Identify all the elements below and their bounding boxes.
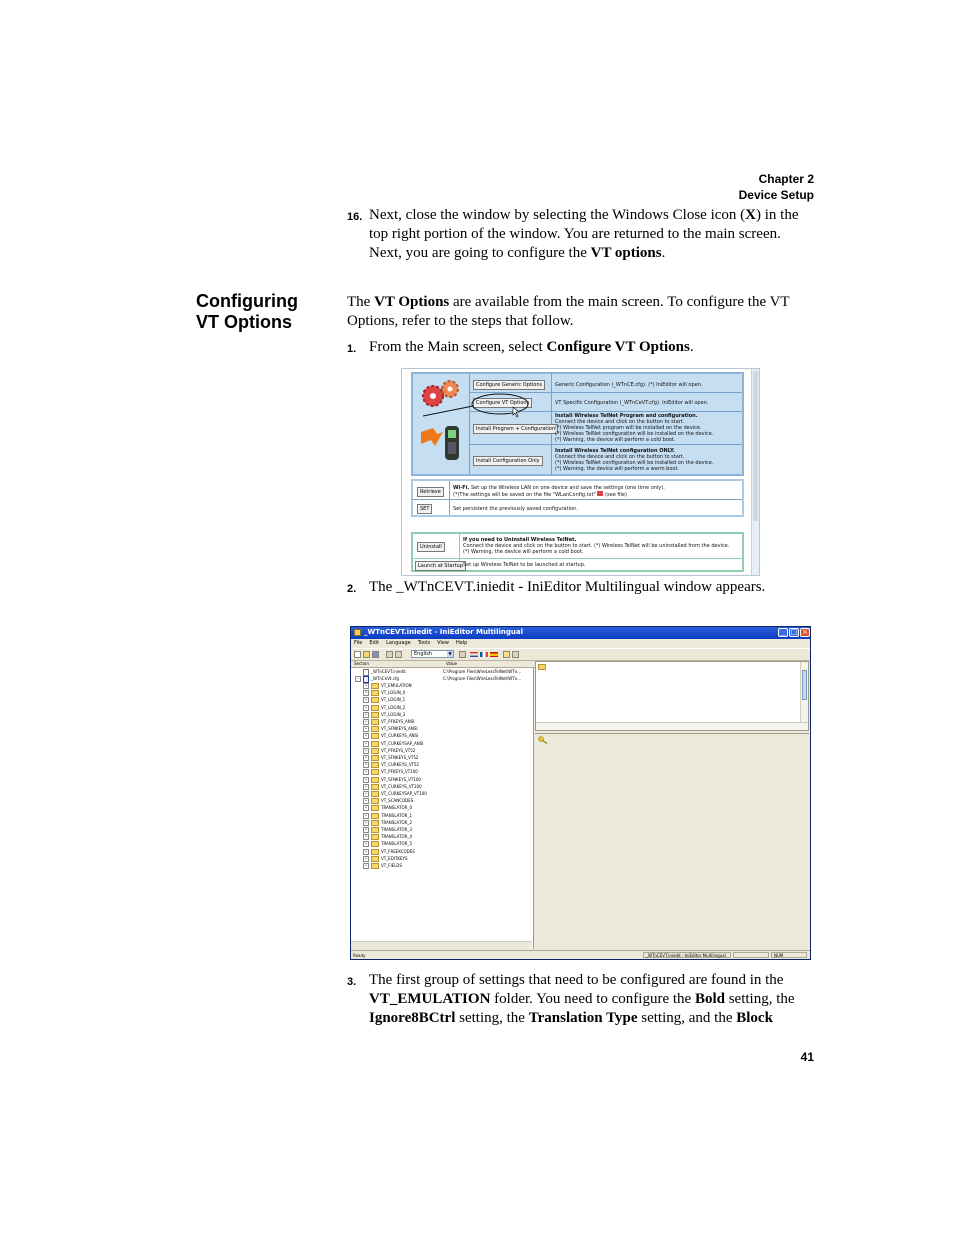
folder-icon bbox=[371, 805, 379, 811]
menu-view[interactable]: View bbox=[437, 640, 449, 646]
expand-icon[interactable]: + bbox=[364, 697, 368, 702]
root2-value: C:\Program Files\WireLessTelNet\WTn... bbox=[443, 676, 521, 681]
folder-label: VT_LOGIN_0 bbox=[381, 690, 406, 696]
folder-label: VT_SFNKEYS_ANSI bbox=[381, 726, 418, 732]
status-empty bbox=[733, 952, 769, 958]
folder-label: TRANSLATOR_1 bbox=[381, 812, 412, 818]
main-screen-screenshot bbox=[401, 368, 760, 576]
folder-label: VT_CURKEYSAP_ANSI bbox=[381, 740, 424, 746]
paste-icon[interactable] bbox=[395, 651, 402, 658]
menu-file[interactable]: File bbox=[354, 640, 363, 646]
page-number: 41 bbox=[800, 1050, 814, 1064]
value-list-pane bbox=[535, 661, 809, 731]
tree-folder-item[interactable] bbox=[363, 768, 418, 775]
save-icon[interactable] bbox=[372, 651, 379, 658]
folder-icon bbox=[538, 664, 546, 670]
running-header bbox=[739, 171, 814, 203]
expand-icon[interactable]: + bbox=[364, 805, 368, 810]
tree-folder-item[interactable] bbox=[363, 783, 422, 790]
folder-label: VT_EDITKEYS bbox=[381, 855, 408, 861]
new-icon[interactable] bbox=[354, 651, 361, 658]
folder-label: TRANSLATOR_3 bbox=[381, 827, 412, 832]
tree-folder-item[interactable] bbox=[363, 682, 412, 689]
tree-folder-item[interactable] bbox=[363, 848, 415, 855]
folder-icon bbox=[371, 834, 379, 840]
key-icon bbox=[538, 736, 548, 744]
tree-folder-item[interactable] bbox=[363, 776, 421, 783]
vt-description: VT Specific Configuration (_WTnCeVT.cfg). IniEditor will open. bbox=[555, 400, 709, 406]
folder-label: TRANSLATOR_5 bbox=[381, 841, 412, 847]
status-num: NUM bbox=[771, 952, 807, 958]
folder-icon bbox=[371, 820, 379, 826]
expand-icon[interactable]: + bbox=[364, 783, 368, 788]
tree-folder-item[interactable] bbox=[363, 689, 405, 696]
set-description: Set persistent the previously saved configuration. bbox=[453, 506, 578, 512]
flag-french-icon[interactable] bbox=[480, 652, 488, 657]
root1-value: C:\Program Files\WireLessTelNet\WTn... bbox=[443, 669, 521, 674]
expand-icon[interactable]: + bbox=[364, 755, 368, 759]
folder-icon bbox=[371, 769, 379, 775]
expand-icon[interactable]: + bbox=[364, 848, 368, 853]
tree-folder-item[interactable] bbox=[363, 747, 415, 754]
inieditor-window-screenshot bbox=[350, 626, 811, 960]
context-help-icon[interactable] bbox=[512, 651, 519, 658]
step-number: 1. bbox=[347, 343, 357, 355]
tree-folder-item[interactable] bbox=[363, 855, 408, 862]
folder-icon bbox=[371, 813, 379, 819]
tree-folder-item[interactable] bbox=[363, 696, 405, 703]
expand-icon[interactable]: + bbox=[364, 733, 368, 738]
close-icon[interactable]: × bbox=[800, 628, 810, 637]
open-icon[interactable] bbox=[363, 651, 370, 658]
tree-folder-item[interactable] bbox=[363, 826, 412, 833]
expand-icon[interactable]: + bbox=[364, 855, 368, 860]
tree-folder-item[interactable] bbox=[363, 840, 412, 847]
folder-icon bbox=[371, 762, 379, 768]
wifi-description: Wi-Fi. Set up the Wireless LAN on one device and save the settings (one time only). (*)The settings will be saved on the file "WLanConfig.txt" (see file) bbox=[453, 485, 665, 498]
tree-folder-item[interactable] bbox=[363, 725, 418, 732]
tree-folder-item[interactable] bbox=[363, 754, 418, 761]
tree-folder-item[interactable] bbox=[363, 740, 423, 747]
folder-label: VT_LOGIN_3 bbox=[381, 711, 406, 717]
folder-icon bbox=[371, 719, 379, 725]
flag-spanish-icon[interactable] bbox=[490, 652, 498, 657]
folder-label: VT_SFNKEYS_VT52 bbox=[381, 755, 419, 760]
copy-icon[interactable] bbox=[386, 651, 393, 658]
tree-folder-item[interactable] bbox=[363, 804, 412, 811]
maximize-icon[interactable]: □ bbox=[790, 628, 798, 636]
folder-icon bbox=[371, 791, 379, 797]
menu-tools[interactable]: Tools bbox=[417, 640, 431, 646]
section-column-header[interactable]: Section bbox=[351, 661, 445, 668]
language-select[interactable]: English ▼ bbox=[411, 650, 454, 658]
section-heading: Configuring VT Options bbox=[196, 291, 298, 332]
scrollbar[interactable] bbox=[751, 369, 759, 575]
expand-icon[interactable]: + bbox=[364, 834, 368, 839]
folder-icon bbox=[371, 856, 379, 862]
expand-icon[interactable]: + bbox=[364, 812, 368, 817]
expand-icon[interactable]: + bbox=[364, 798, 368, 803]
folder-label: TRANSLATOR_4 bbox=[381, 834, 412, 840]
folder-icon bbox=[371, 798, 379, 804]
folder-icon bbox=[371, 690, 379, 696]
folder-icon bbox=[371, 726, 379, 732]
menu-language[interactable]: Language bbox=[386, 640, 411, 646]
window-title: _WTnCEVT.iniedit - IniEditor Multilingual bbox=[364, 628, 523, 636]
generic-description: Generic Configuration (_WTnCE.cfg). (*) IniEditor will open. bbox=[555, 382, 703, 388]
folder-label: VT_CURKEYS_VT100 bbox=[381, 783, 422, 789]
folder-icon bbox=[371, 741, 379, 747]
folder-label: VT_LOGIN_1 bbox=[381, 697, 406, 703]
step-3-text: The first group of settings that need to be configured are found in the VT_EMULATION folder. You need to configure the Bold setting, the Ignore8BCtrl setting, the Translation Type setting, and the Block bbox=[369, 972, 795, 1026]
pointer-arrow-annotation bbox=[413, 392, 543, 422]
folder-icon bbox=[371, 712, 379, 718]
tree-folder-item[interactable] bbox=[363, 862, 402, 869]
tree-item-root2[interactable]: − _WTnCeVt.cfg bbox=[356, 676, 399, 681]
uninstall-panel bbox=[411, 532, 744, 572]
menu-bar bbox=[351, 639, 810, 648]
expand-icon[interactable]: + bbox=[364, 726, 368, 731]
install-description: Install Wireless TelNet Program and configuration. Connect the device and click on the button to start. (*) Wireless TelNet program will be installed on the device. (*) Wireless TelNet configuration will be installed on the device. (*) Warning, the device will perform a cold boot. bbox=[555, 413, 714, 443]
launch-at-startup-button[interactable]: Launch at Startup bbox=[415, 561, 466, 571]
expand-icon[interactable]: + bbox=[364, 690, 368, 695]
tree-folder-item[interactable] bbox=[363, 732, 418, 739]
folder-label: VT_LOGIN_2 bbox=[381, 704, 406, 710]
folder-icon bbox=[371, 697, 379, 703]
step-number: 16. bbox=[347, 211, 363, 223]
folder-label: VT_FREEKCODES bbox=[381, 848, 415, 854]
folder-label: VT_SCANCODES bbox=[381, 798, 414, 804]
install-config-description: Install Wireless TelNet configuration ONLY. Connect the device and click on the button to start. (*) Wireless TelNet configuration will be installed on the device. (*) Warning, the device will perform a warm boot. bbox=[555, 448, 714, 472]
folder-label: TRANSLATOR_2 bbox=[381, 819, 412, 825]
value-column-header[interactable]: Value bbox=[443, 661, 536, 668]
tree-folder-item[interactable] bbox=[363, 790, 427, 797]
sort-icon[interactable] bbox=[459, 651, 466, 658]
tree-folder-item[interactable] bbox=[363, 711, 405, 718]
step-16-text: Next, close the window by selecting the Windows Close icon (X) in the top right portion of the window. You are returned to the main screen. Next, you are going to configure the VT options. bbox=[369, 207, 799, 261]
minimize-icon[interactable]: _ bbox=[778, 628, 788, 637]
help-icon[interactable] bbox=[503, 651, 510, 658]
expand-icon[interactable]: + bbox=[364, 740, 368, 745]
folder-label: VT_PFKEYS_ANSI bbox=[381, 719, 415, 724]
folder-label: VT_CURKEYS_ANSI bbox=[381, 733, 419, 739]
folder-icon bbox=[371, 733, 379, 739]
status-title: _WTnCEVT.iniedit - IniEditor Multilingual bbox=[643, 952, 731, 958]
expand-icon[interactable]: + bbox=[364, 769, 368, 774]
folder-icon bbox=[371, 784, 379, 790]
expand-icon[interactable]: + bbox=[364, 704, 368, 709]
folder-label: VT_FIELDS bbox=[381, 863, 403, 868]
chapter-title: Device Setup bbox=[738, 188, 814, 202]
retrieve-button[interactable]: Retrieve bbox=[417, 487, 444, 497]
step-number: 3. bbox=[347, 976, 357, 988]
tree-folder-item[interactable] bbox=[363, 761, 419, 768]
section-tree-pane bbox=[351, 661, 534, 949]
folder-icon bbox=[371, 863, 379, 869]
expand-icon[interactable]: + bbox=[364, 719, 368, 723]
value-editor-pane bbox=[535, 733, 809, 950]
folder-icon bbox=[371, 755, 379, 761]
launch-description: Set up Wireless TelNet to be launched at startup. bbox=[463, 562, 586, 568]
expand-icon[interactable]: + bbox=[364, 863, 368, 867]
chapter-label: Chapter 2 bbox=[758, 172, 814, 186]
expand-icon[interactable]: + bbox=[364, 791, 368, 795]
folder-label: VT_PFKEYS_VT52 bbox=[381, 747, 416, 753]
expand-icon[interactable]: + bbox=[364, 711, 368, 716]
vertical-scrollbar[interactable] bbox=[800, 662, 808, 724]
folder-label: VT_PFKEYS_VT100 bbox=[381, 769, 418, 775]
expand-icon[interactable]: + bbox=[364, 819, 368, 824]
expand-icon[interactable]: + bbox=[364, 683, 368, 687]
install-program-button[interactable]: Install Program + Configuration bbox=[473, 424, 558, 434]
expand-icon[interactable]: + bbox=[364, 776, 368, 781]
title-bar bbox=[351, 627, 810, 639]
folder-label: VT_SFNKEYS_VT100 bbox=[381, 776, 421, 782]
folder-icon bbox=[371, 849, 379, 855]
folder-label: VT_CURKEYS_VT52 bbox=[381, 762, 420, 768]
step-1-text: From the Main screen, select Configure VT Options. bbox=[369, 339, 694, 355]
tree-folder-item[interactable] bbox=[363, 819, 412, 826]
tree-folder-item[interactable] bbox=[363, 833, 412, 840]
tree-item-root1[interactable]: _WTnCEVT.iniedit bbox=[363, 668, 406, 675]
app-icon bbox=[354, 629, 361, 636]
folder-icon bbox=[371, 683, 379, 689]
menu-edit[interactable]: Edit bbox=[369, 640, 380, 646]
config-panel bbox=[411, 372, 744, 476]
uninstall-description: If you need to Uninstall Wireless TelNet. Connect the device and click on the button to start. (*) Wireless TelNet will be uninstalled from the device. (*) Warning, the device will perform a cold boot. bbox=[463, 537, 730, 555]
folder-label: TRANSLATOR_0 bbox=[381, 805, 412, 811]
expand-icon[interactable]: + bbox=[364, 747, 368, 752]
horizontal-scrollbar[interactable] bbox=[351, 941, 532, 949]
status-ready: Ready bbox=[353, 953, 366, 958]
handheld-device-icon bbox=[419, 420, 469, 464]
step-2-text: The _WTnCEVT.iniedit - IniEditor Multilingual window appears. bbox=[369, 579, 766, 595]
configure-vt-options-button[interactable]: Configure VT Options bbox=[473, 398, 532, 408]
expand-icon[interactable]: + bbox=[364, 762, 368, 767]
install-configuration-button[interactable]: Install Configuration Only bbox=[473, 456, 543, 466]
folder-icon bbox=[371, 705, 379, 711]
expand-icon[interactable]: + bbox=[364, 841, 368, 846]
uninstall-button[interactable]: Uninstall bbox=[417, 542, 445, 552]
folder-icon bbox=[371, 827, 379, 833]
folder-label: VT_EMULATION bbox=[381, 683, 412, 688]
tree-folder-item[interactable] bbox=[363, 718, 414, 725]
set-button[interactable]: SET bbox=[417, 504, 432, 514]
horizontal-scrollbar[interactable] bbox=[536, 722, 808, 730]
tree-folder-item[interactable] bbox=[363, 797, 413, 804]
folder-icon bbox=[371, 748, 379, 754]
tree-folder-item[interactable] bbox=[363, 704, 405, 711]
toolbar bbox=[351, 648, 810, 661]
folder-icon bbox=[371, 841, 379, 847]
intro-paragraph: The VT Options are available from the main screen. To configure the VT Options, refer to the steps that follow. bbox=[347, 294, 790, 329]
tree-folder-item[interactable] bbox=[363, 812, 412, 819]
wifi-panel bbox=[411, 479, 744, 517]
status-bar bbox=[351, 950, 810, 960]
file-icon bbox=[597, 491, 603, 496]
folder-label: VT_CURKEYSAP_VT100 bbox=[381, 791, 427, 796]
step-number: 2. bbox=[347, 583, 357, 595]
menu-help[interactable]: Help bbox=[455, 640, 468, 646]
flag-english-icon[interactable] bbox=[470, 652, 478, 657]
expand-icon[interactable]: + bbox=[364, 827, 368, 831]
folder-icon bbox=[371, 777, 379, 783]
configure-generic-options-button[interactable]: Configure Generic Options bbox=[473, 380, 545, 390]
